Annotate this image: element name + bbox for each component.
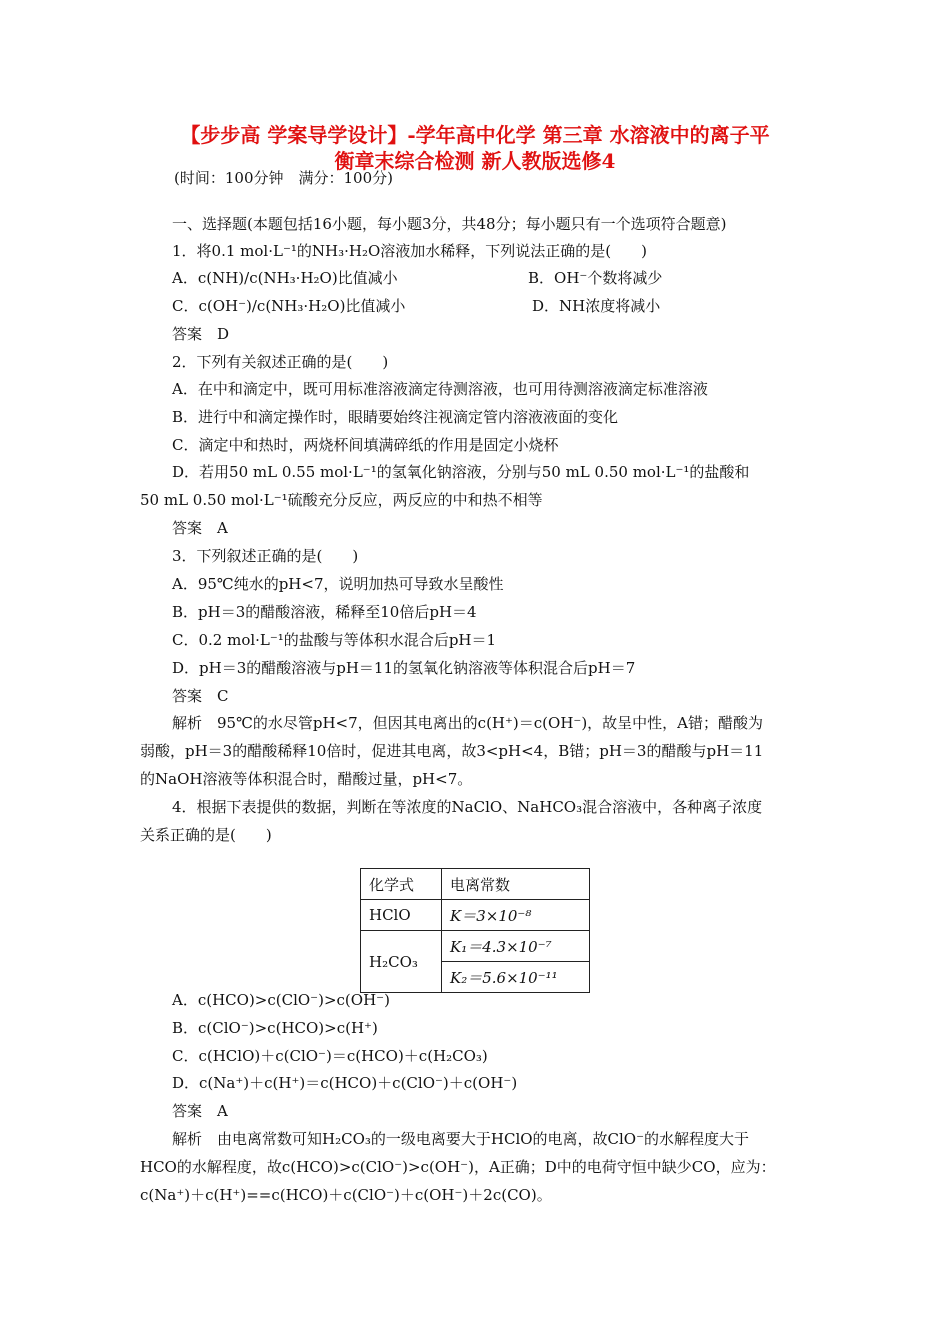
q3-option-c: C．0.2 mol·L⁻¹的盐酸与等体积水混合后pH＝1 xyxy=(172,631,497,649)
table-header-row xyxy=(361,869,590,900)
q4-answer: 答案 A xyxy=(172,1102,228,1120)
q1-answer: 答案 D xyxy=(172,325,230,343)
q2-answer: 答案 A xyxy=(172,519,228,537)
title-line-2: 衡章末综合检测 新人教版选修4 xyxy=(334,149,616,173)
q1-stem: 1．将0.1 mol·L⁻¹的NH₃·H₂O溶液加水稀释，下列说法正确的是( ) xyxy=(172,242,647,260)
table-cell-hclo: HClO xyxy=(361,900,442,931)
q2-option-a: A．在中和滴定中，既可用标准溶液滴定待测溶液，也可用待测溶液滴定标准溶液 xyxy=(172,380,708,398)
q4-option-b: B．c(ClO⁻)>c(HCO)>c(H⁺) xyxy=(172,1019,378,1037)
q2-option-c: C．滴定中和热时，两烧杯间填满碎纸的作用是固定小烧杯 xyxy=(172,436,559,454)
q3-explanation-line3: 的NaOH溶液等体积混合时，醋酸过量，pH<7。 xyxy=(140,770,473,788)
q4-explanation-line1: 解析 由电离常数可知H₂CO₃的一级电离要大于HClO的电离，故ClO⁻的水解程度大于 xyxy=(172,1130,750,1148)
q4-stem-line1: 4．根据下表提供的数据，判断在等浓度的NaClO、NaHCO₃混合溶液中，各种离子浓度 xyxy=(172,798,763,816)
table-row xyxy=(361,900,590,931)
table-cell-hclo-k: K＝3×10⁻⁸ xyxy=(442,900,590,931)
q2-option-d-line1: D．若用50 mL 0.55 mol·L⁻¹的氢氧化钠溶液，分别与50 mL 0.50 mol·L⁻¹的盐酸和 xyxy=(172,463,750,481)
q3-option-b: B．pH＝3的醋酸溶液，稀释至10倍后pH＝4 xyxy=(172,603,477,621)
table-header-constant: 电离常数 xyxy=(442,869,590,900)
table-header-formula: 化学式 xyxy=(361,869,442,900)
q3-option-a: A．95℃纯水的pH<7，说明加热可导致水呈酸性 xyxy=(172,575,504,593)
q1-option-b: B．OH⁻个数将减少 xyxy=(528,269,663,287)
q1-option-d: D．NH浓度将减小 xyxy=(532,297,661,315)
q3-answer: 答案 C xyxy=(172,687,229,705)
q3-stem: 3．下列叙述正确的是( ) xyxy=(172,547,359,565)
q1-option-a: A．c(NH)/c(NH₃·H₂O)比值减小 xyxy=(172,269,398,287)
q4-option-a: A．c(HCO)>c(ClO⁻)>c(OH⁻) xyxy=(172,991,390,1009)
time-note: (时间：100分钟 满分：100分) xyxy=(174,169,393,187)
q4-explanation-line2: HCO的水解程度，故c(HCO)>c(ClO⁻)>c(OH⁻)，A正确；D中的电荷守恒中缺少CO，应为： xyxy=(140,1158,776,1176)
q4-option-c: C．c(HClO)＋c(ClO⁻)＝c(HCO)＋c(H₂CO₃) xyxy=(172,1047,488,1065)
document-title xyxy=(120,122,830,174)
q4-explanation-line3: c(Na⁺)＋c(H⁺)==c(HCO)＋c(ClO⁻)＋c(OH⁻)＋2c(CO)。 xyxy=(140,1186,552,1204)
title-line-1: 【步步高 学案导学设计】-学年高中化学 第三章 水溶液中的离子平 xyxy=(180,123,770,147)
q3-explanation-line1: 解析 95℃的水尽管pH<7，但因其电离出的c(H⁺)＝c(OH⁻)，故呈中性，A错；醋酸为 xyxy=(172,714,764,732)
q2-option-b: B．进行中和滴定操作时，眼睛要始终注视滴定管内溶液液面的变化 xyxy=(172,408,619,426)
q3-explanation-line2: 弱酸，pH＝3的醋酸稀释10倍时，促进其电离，故3<pH<4，B错；pH＝3的醋酸与pH＝11 xyxy=(140,742,764,760)
q4-stem-line2: 关系正确的是( ) xyxy=(140,826,272,844)
table-cell-h2co3-k2: K₂＝5.6×10⁻¹¹ xyxy=(442,962,590,993)
q2-stem: 2．下列有关叙述正确的是( ) xyxy=(172,353,389,371)
q4-option-d: D．c(Na⁺)＋c(H⁺)＝c(HCO)＋c(ClO⁻)＋c(OH⁻) xyxy=(172,1074,518,1092)
q2-option-d-line2: 50 mL 0.50 mol·L⁻¹硫酸充分反应，两反应的中和热不相等 xyxy=(140,491,543,509)
table-cell-h2co3-k1: K₁＝4.3×10⁻⁷ xyxy=(442,931,590,962)
section-header: 一、选择题(本题包括16小题，每小题3分，共48分；每小题只有一个选项符合题意) xyxy=(172,215,727,233)
table-row xyxy=(361,931,590,962)
ionization-constant-table xyxy=(360,868,590,993)
table-cell-h2co3: H₂CO₃ xyxy=(361,931,442,993)
q1-option-c: C．c(OH⁻)/c(NH₃·H₂O)比值减小 xyxy=(172,297,406,315)
q3-option-d: D．pH＝3的醋酸溶液与pH＝11的氢氧化钠溶液等体积混合后pH＝7 xyxy=(172,659,636,677)
